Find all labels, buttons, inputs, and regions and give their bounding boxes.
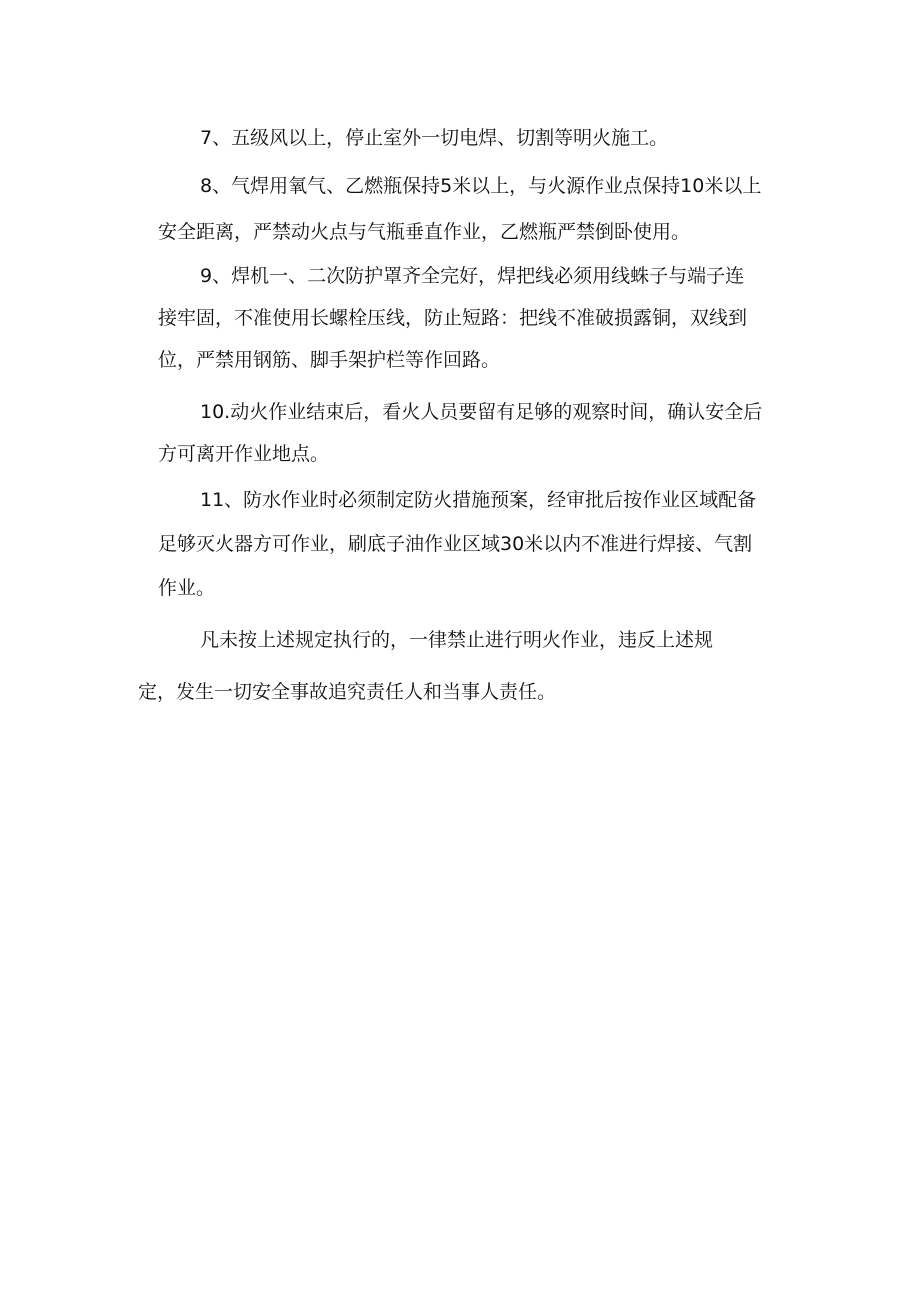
paragraph-line: 安全距离，严禁动火点与气瓶垂直作业，乙燃瓶严禁倒卧使用。: [158, 221, 691, 243]
paragraph-item-11: [158, 480, 798, 608]
paragraph-line: 8、气焊用氧气、乙燃瓶保持5米以上，与火源作业点保持10米以上: [200, 175, 762, 197]
paragraph-item-8: [158, 166, 798, 252]
paragraph-closing: [138, 620, 798, 712]
paragraph-line: 接牢固，不准使用长螺栓压线，防止短路：把线不准破损露铜，双线到: [158, 307, 748, 329]
paragraph-line: 方可离开作业地点。: [158, 443, 330, 465]
paragraph-line: 位，严禁用钢筋、脚手架护栏等作回路。: [158, 349, 501, 371]
paragraph-line: 作业。: [158, 577, 216, 599]
paragraph-line: 10.动火作业结束后，看火人员要留有足够的观察时间，确认安全后: [200, 401, 763, 423]
paragraph-line: 定，发生一切安全事故追究责任人和当事人责任。: [138, 681, 557, 703]
paragraph-line: 7、五级风以上，停止室外一切电焊、切割等明火施工。: [200, 127, 669, 149]
paragraph-line: 凡未按上述规定执行的，一律禁止进行明火作业，违反上述规: [200, 629, 714, 651]
paragraph-item-9: [158, 256, 798, 380]
paragraph-item-7: [158, 118, 798, 158]
paragraph-item-10: [158, 392, 798, 474]
paragraph-line: 9、焊机一、二次防护罩齐全完好，焊把线必须用线蛛子与端子连: [200, 265, 745, 287]
paragraph-line: 11、防水作业时必须制定防火措施预案，经审批后按作业区域配备: [200, 489, 757, 511]
paragraph-line: 足够灭火器方可作业，刷底子油作业区域30米以内不准进行焊接、气割: [158, 533, 753, 555]
